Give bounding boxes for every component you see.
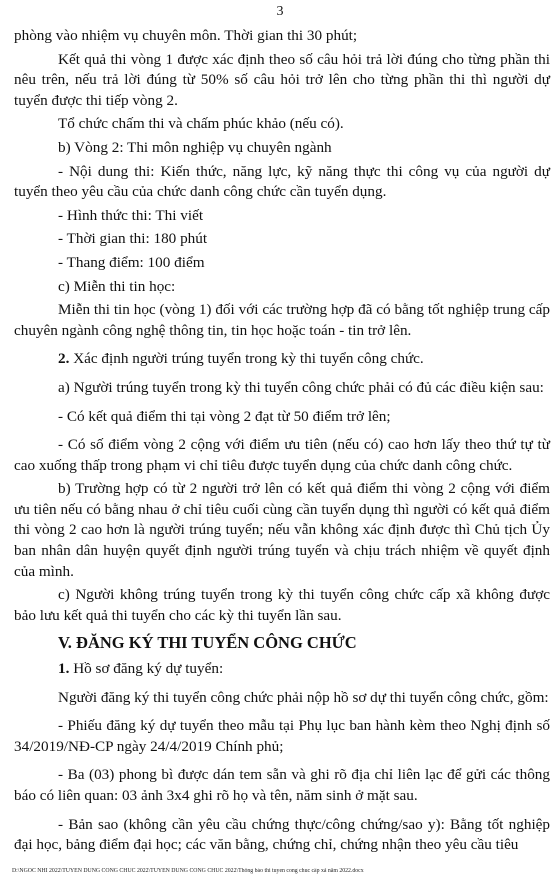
paragraph: - Phiếu đăng ký dự tuyển theo mẫu tại Phụ lục ban hành kèm theo Nghị định số 34/2019/NĐ-CP ngày 24/4/2019 Chính phủ; <box>14 717 550 755</box>
paragraph: - Ba (03) phong bì được dán tem sẵn và ghi rõ địa chỉ liên lạc để gửi các thông báo có liên quan: 03 ảnh 3x4 ghi rõ họ và tên, năm sinh ở mặt sau. <box>14 766 550 804</box>
paragraph: - Có kết quả điểm thi tại vòng 2 đạt từ 50 điểm trở lên; <box>58 407 391 425</box>
section-number: 2. <box>58 350 70 368</box>
subsection-title: Hồ sơ đăng ký dự tuyển: <box>69 660 224 678</box>
paragraph: - Thang điểm: 100 điểm <box>58 253 205 271</box>
subsection-number: 1. <box>58 660 70 678</box>
paragraph: - Bản sao (không cần yêu cầu chứng thực/công chứng/sao y): Bằng tốt nghiệp đại học, bảng điểm đại học; các văn bằng, chứng chỉ, chứng nhận theo yêu cầu tiêu <box>14 815 550 854</box>
paragraph: - Hình thức thi: Thi viết <box>58 206 204 224</box>
paragraph: c) Người không trúng tuyển trong kỳ thi tuyển công chức cấp xã không được bảo lưu kết quả thi tuyển cho các kỳ thi tuyển lần sau. <box>14 586 550 624</box>
paragraph: - Có số điểm vòng 2 cộng với điểm ưu tiên (nếu có) cao hơn lấy theo thứ tự từ cao xuống thấp trong phạm vi chỉ tiêu được tuyển dụng của chức danh công chức. <box>14 436 550 474</box>
paragraph: b) Vòng 2: Thi môn nghiệp vụ chuyên ngành <box>58 138 332 156</box>
section-v-heading: V. ĐĂNG KÝ THI TUYỂN CÔNG CHỨC <box>58 633 357 653</box>
document-body <box>14 26 550 859</box>
paragraph: - Nội dung thi: Kiến thức, năng lực, kỹ năng thực thi công vụ của người dự tuyển theo yêu cầu của chức danh công chức cần tuyển dụng. <box>14 162 550 201</box>
paragraph: phòng vào nhiệm vụ chuyên môn. Thời gian thi 30 phút; <box>14 27 358 44</box>
section-2-heading <box>14 349 550 370</box>
section-title: Xác định người trúng tuyển trong kỳ thi tuyển công chức. <box>69 350 424 368</box>
footer-file-path: D:\NGOC NHI 2022\TUYEN DUNG CONG CHUC 2022\TUYEN DUNG CONG CHUC 2022\Thông báo thi tuyen cong chuc cấp xã năm 2022.docx <box>12 868 364 874</box>
subsection-1-heading <box>14 659 550 680</box>
paragraph: Miễn thi tin học (vòng 1) đối với các trường hợp đã có bằng tốt nghiệp trung cấp chuyên ngành công nghệ thông tin, tin học hoặc toán - tin trở lên. <box>14 301 550 339</box>
paragraph: Kết quả thi vòng 1 được xác định theo số câu hỏi trả lời đúng cho từng phần thi nêu trên, nếu trả lời đúng từ 50% số câu hỏi trở lên cho từng phần thi thì người dự tuyển được thi tiếp vòng 2. <box>14 50 550 109</box>
paragraph: Tổ chức chấm thi và chấm phúc khảo (nếu có). <box>58 115 344 133</box>
paragraph: Người đăng ký thi tuyển công chức phải nộp hồ sơ dự thi tuyển công chức, gồm: <box>58 688 549 706</box>
paragraph: - Thời gian thi: 180 phút <box>58 230 208 248</box>
paragraph: a) Người trúng tuyển trong kỳ thi tuyển công chức phải có đủ các điều kiện sau: <box>58 378 544 396</box>
page-number: 3 <box>276 4 284 19</box>
paragraph: b) Trường hợp có từ 2 người trở lên có kết quả điểm thi vòng 2 cộng với điểm ưu tiên nếu có bằng nhau ở chỉ tiêu cuối cùng cần tuyển dụng thì người có kết quả điểm thi vòng 2 cao hơn là người trúng tuyển; nếu vẫn không xác định được thì Chủ tịch Ủy ban nhân dân huyện quyết định người trúng tuyển và chịu trách nhiệm về quyết định của mình. <box>14 480 550 580</box>
paragraph: c) Miễn thi tin học: <box>58 277 176 295</box>
